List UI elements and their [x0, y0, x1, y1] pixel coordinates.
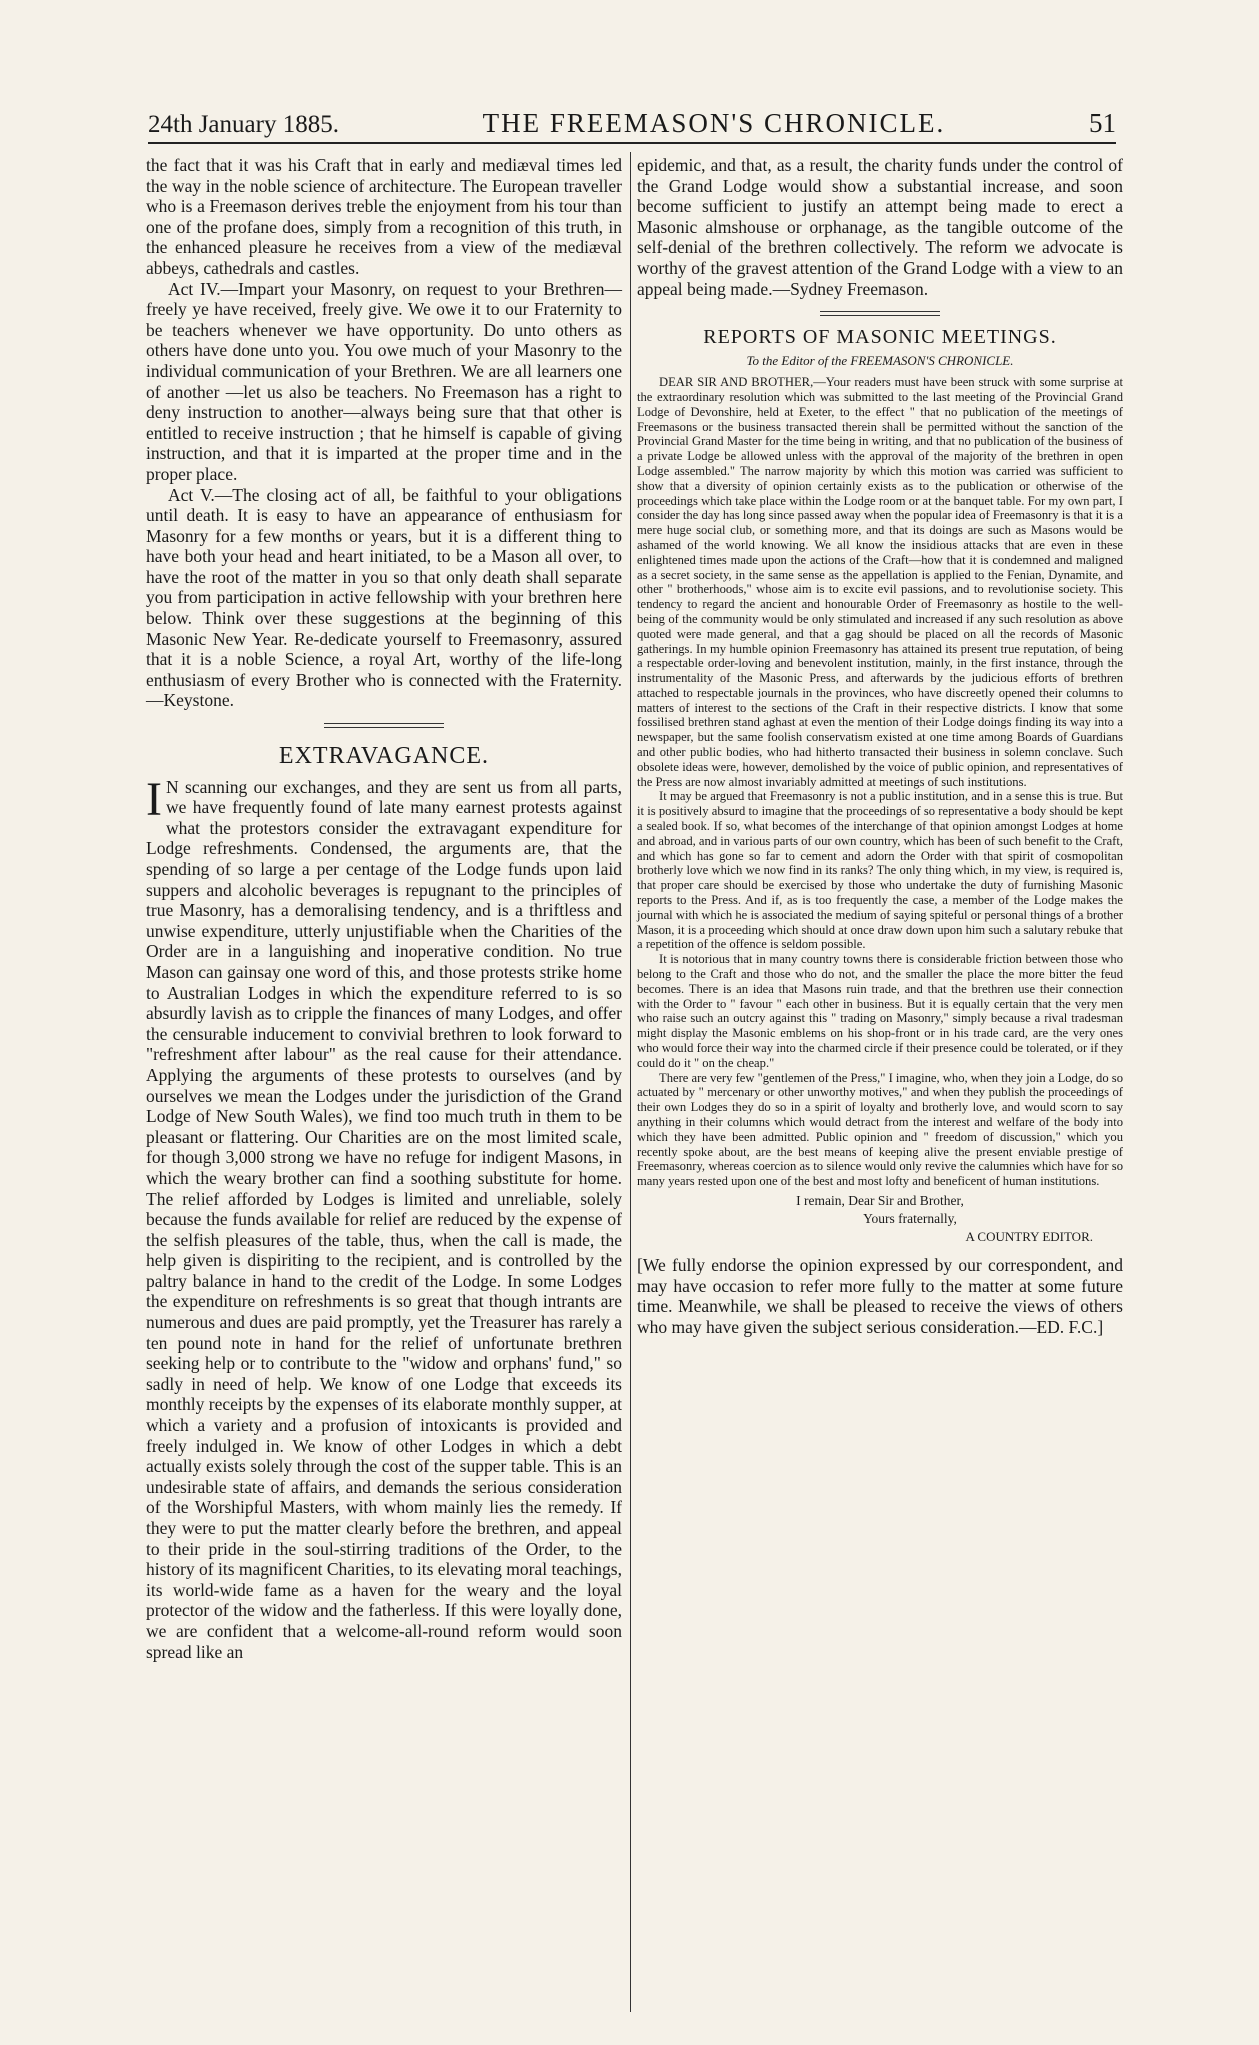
extravagance-heading: EXTRAVAGANCE.	[278, 743, 490, 770]
masthead	[148, 108, 1116, 138]
letter-paragraph: It may be argued that Freemasonry is not a public institution, and in a sense this is true. But it is positively absurd to imagine that the proceedings of so representative a body should be kept a sealed book. If so, what becomes of the interchange of that opinion amongst Lodges at home and abroad, and in various parts of our own country, which has been of such benefit to the Craft, and which has gone so far to cement and adorn the Order with that spirit of cosmopolitan brotherly love which we now find in its ranks? The only thing which, in my view, is required is, that proper care should be exercised by those who undertake the duty of furnishing Masonic reports to the Press. And if, as is too frequently the case, a member of the Lodge makes the journal with which he is associated the medium of saying spiteful or personal things of a brother Mason, it is a proceeding which should at once draw down upon him such a salutary rebuke that a repetition of the offence is seldom possible.	[637, 789, 1123, 952]
editor-note: [We fully endorse the opinion expressed by our correspondent, and may have occasion to refer more fully to the matter at some future time. Meanwhile, we shall be pleased to receive the views of others who may have given the subject serious consideration.—ED. F.C.]	[637, 1254, 1123, 1337]
article-continuation-paragraph: the fact that it was his Craft that in early and mediæval times led the way in the noble science of architecture. The European traveller who is a Freemason derives treble the enjoyment from his tour than one of the profane does, simply from a recognition of this truth, in the enhanced pleasure he receives from a view of the mediæval abbeys, cathedrals and castles.	[146, 155, 622, 278]
drop-cap-letter: I	[146, 772, 162, 826]
masthead-rule	[148, 142, 1116, 144]
section-separator	[820, 311, 940, 316]
issue-date: 24th January 1885.	[148, 111, 339, 138]
sign-off-line: I remain, Dear Sir and Brother,	[796, 1192, 964, 1208]
page-number: 51	[1088, 108, 1116, 138]
letter-address: To the Editor of the FREEMASON'S CHRONICLE.	[746, 353, 1014, 369]
letter-paragraph: It is notorious that in many country towns there is considerable friction between those who belong to the Craft and those who do not, and the smaller the place the more bitter the feud becomes. There is an idea that Masons ruin trade, and that the brethren use their connection with the Order to " favour " each other in business. But it is equally certain that the very men who raise such an outcry against this " trading on Masonry," simply because a rival tradesman might display the Masonic emblems on his shop-front or in his trade card, are the very ones who would force their way into the charmed circle if their presence could be tolerated, or if they could do it " on the cheap."	[637, 952, 1123, 1070]
act-v-paragraph: Act V.—The closing act of all, be faithful to your obligations until death. It is easy to have an appearance of enthusiasm for Masonry for a few months or years, but it is a different thing to have both your head and heart initiated, to be a Mason all over, to have the root of the matter in you so that only death shall separate you from participation in active fellowship with your brethren here below. Think over these suggestions at the beginning of this Masonic New Year. Re-dedicate yourself to Freemasonry, assured that it is a noble Science, a royal Art, worthy of the life-long enthusiasm of every Brother who is connected with the Fraternity.—Keystone.	[146, 484, 622, 711]
extravagance-article	[146, 772, 622, 1663]
extravagance-article-text: N scanning our exchanges, and they are sent us from all parts, we have frequently found of late many earnest protests against what the protestors consider the extravagant expenditure for Lodge refreshments. Condensed, the arguments are, that the spending of so large a per centage of the Lodge funds upon laid suppers and alcoholic beverages is repugnant to the principles of true Masonry, has a demoralising tendency, and is a thriftless and unwise expenditure, utterly unjustifiable when the Charities of the Order are in a languishing and inoperative condition. No true Mason can gainsay one word of this, and those protests strike home to Australian Lodges in which the expenditure referred to is so absurdly lavish as to cripple the finances of many Lodges, and offer the censurable inducement to convivial brethren to look forward to "refreshment after labour" as the real cause for their attendance. Applying the arguments of these protests to ourselves (and by ourselves we mean the Lodges under the jurisdiction of the Grand Lodge of New South Wales), we find too much truth in them to be pleasant or flattering. Our Charities are on the most limited scale, for though 3,000 strong we have no refuge for indigent Masons, in which the weary brother can find a soothing substitute for home. The relief afforded by Lodges is limited and unreliable, solely because the funds available for relief are reduced by the expense of the selfish pleasures of the table, thus, when the call is made, the help given is dispiriting to the recipient, and is controlled by the paltry balance in hand to the credit of the Lodge. In some Lodges the expenditure on refreshments is so great that though intrants are numerous and dues are paid promptly, yet the Treasurer has rarely a ten pound note in hand for the relief of unfortunate brethren seeking help or to contribute to the "widow and orphans' fund," so sadly in need of help. We know of one Lodge that exceeds its monthly receipts by the expenses of its elaborate monthly supper, at which a variety and a profusion of intoxicants is provided and freely indulged in. We know of other Lodges in which a debt actually exists solely through the cost of the supper table. This is an undesirable state of affairs, and demands the serious consideration of the Worshipful Masters, with whom mainly lies the remedy. If they were to put the matter clearly before the brethren, and appeal to their pride in the soul-stirring traditions of the Order, to the history of its magnificent Charities, to its elevating moral teachings, its world-wide fame as a haven for the weary and the loyal protector of the widow and the fatherless. If this were loyally done, we are confident that a welcome-all-round reform would soon spread like an	[146, 776, 622, 1662]
letter-signature: A COUNTRY EDITOR.	[965, 1228, 1093, 1244]
section-separator	[324, 723, 444, 728]
sign-off-line: Yours fraternally,	[863, 1210, 957, 1226]
letter-paragraph: There are very few "gentlemen of the Press," I imagine, who, when they join a Lodge, do so actuated by " mercenary or other unworthy motives," and when they publish the proceedings of their own Lodges they do so in a spirit of loyalty and brotherly love, and would scorn to say anything in their columns which would detract from the interest and welfare of the body into which they have been admitted. Public opinion and " freedom of discussion," which you recently spoke about, are the best means of keeping alive the present enviable prestige of Freemasonry, whereas coercion as to silence would only revive the calumnies which have for so many years rested upon one of the best and most lofty and beneficent of human institutions.	[637, 1070, 1123, 1189]
right-continuation-paragraph: epidemic, and that, as a result, the charity funds under the control of the Grand Lodge would show a substantial increase, and soon become sufficient to justify an attempt being made to erect a Masonic almshouse or orphanage, as the tangible outcome of the self-denial of the brethren collectively. The reform we advocate is worthy of the gravest attention of the Grand Lodge with a view to an appeal being made.—Sydney Freemason.	[637, 155, 1123, 299]
letter-paragraph: DEAR SIR AND BROTHER,—Your readers must have been struck with some surprise at the extraordinary resolution which was submitted to the last meeting of the Provincial Grand Lodge of Devonshire, held at Exeter, to the effect " that no publication of the meetings of Freemasons or the business transacted therein shall be permitted without the sanction of the Provincial Grand Master for the time being in writing, and that no publication of the business of a private Lodge be allowed unless with the approval of the majority of the brethren in open Lodge assembled." The narrow majority by which this motion was carried was sufficient to show that a diversity of opinion certainly exists as to the publication or otherwise of the proceedings which take place within the Lodge room or at the banquet table. For my own part, I consider the day has long since passed away when the popular idea of Freemasonry is that it is a mere huge social club, or something more, and that its doings are such as Masons would be ashamed of the world knowing. We all know the insidious attacks that are even in these enlightened times made upon the actions of the Craft—how that it is condemned and maligned as a secret society, in the same sense as the appellation is applied to the Fenian, Dynamite, and other " brotherhoods," whose aim is to excite evil passions, and to revolutionise society. This tendency to regard the ancient and honourable Order of Freemasonry as hostile to the well-being of the community would be only stimulated and increased if any such resolution as above quoted were made general, and that a gag should be placed on all the records of Masonic gatherings. In my humble opinion Freemasonry has attained its present true reputation, of being a respectable order-loving and benevolent institution, mainly, in the first instance, through the instrumentality of the Masonic Press, and afterwards by the judicious efforts of brethren attached to respectable journals in the provinces, who have discreetly opened their columns to matters of interest to the sections of the Craft in their respective districts. I know that some fossilised brethren stand aghast at even the mention of their Lodge doings finding its way into a newspaper, but the same foolish conservatism existed at one time among Boards of Guardians and other public bodies, who had hitherto transacted their business in solemn conclave. Such obsolete ideas were, however, demolished by the voice of public opinion, and representatives of the Press are now almost invariably admitted at meetings of such institutions.	[637, 375, 1123, 789]
left-column	[146, 155, 622, 1662]
act-iv-paragraph: Act IV.—Impart your Masonry, on request to your Brethren—freely ye have received, freely give. We owe it to our Fraternity to be teachers whenever we have opportunity. Do unto others as others have done unto you. You owe much of your Masonry to the individual communication of your Brethren. We are all learners one of another —let us also be teachers. No Freemason has a right to deny instruction to another—always being sure that that other is entitled to receive instruction ; that he himself is capable of giving instruction, and that it is imparted at the proper time and in the proper place.	[146, 278, 622, 484]
right-column	[637, 155, 1123, 1337]
reports-heading: REPORTS OF MASONIC MEETINGS.	[703, 326, 1057, 349]
column-divider	[630, 152, 631, 2012]
publication-title: THE FREEMASON'S CHRONICLE.	[482, 108, 946, 138]
